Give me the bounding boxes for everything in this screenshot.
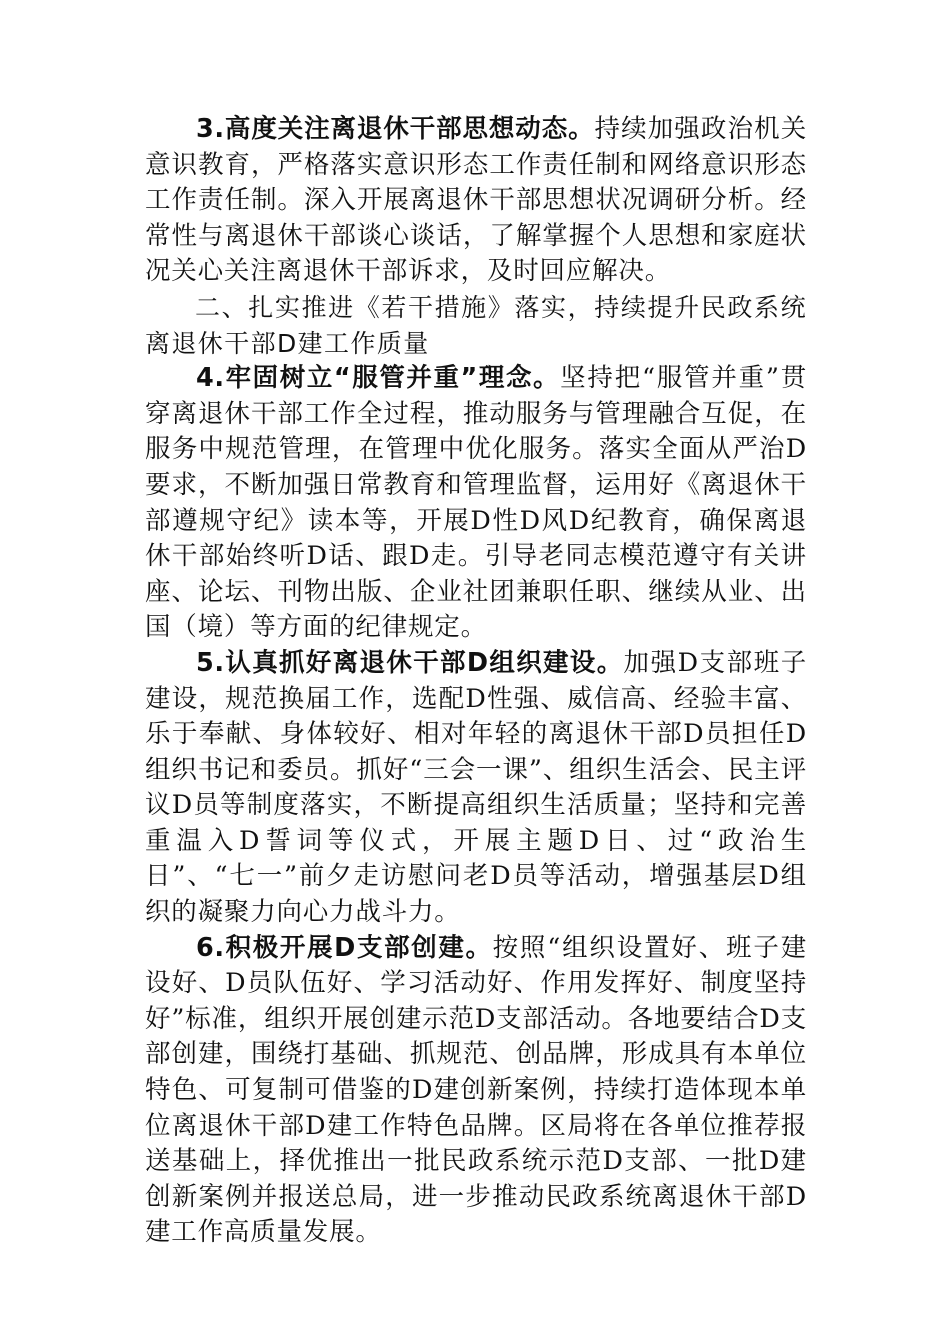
item-5-text: 加强D支部班子建设，规范换届工作，选配D性强、威信高、经验丰富、乐于奉献、身体较好、相对年轻的离退休干部D员担任D组织书记和委员。抓好“三会一课”、组织生活会、民主评议D员等制度落实，不断提高组织生活质量；坚持和完善重温入D誓词等仪式，开展主题D日、过“政治生日”、“七一”前夕走访慰问老D员等活动，增强基层D组织的凝聚力向心力战斗力。 [145,647,807,928]
paragraph-item-6 [145,931,807,1251]
paragraph-item-4 [145,361,807,646]
item-3-title: 3.高度关注离退休干部思想动态。 [196,114,595,144]
item-3-text: 持续加强政治机关意识教育，严格落实意识形态工作责任制和网络意识形态工作责任制。深入开展离退休干部思想状况调研分析。经常性与离退休干部谈心谈话，了解掌握个人思想和家庭状况关心关注离退休干部诉求，及时回应解决。 [145,114,808,287]
item-6-text: 按照“组织设置好、班子建设好、D员队伍好、学习活动好、作用发挥好、制度坚持好”标准，组织开展创建示范D支部活动。各地要结合D支部创建，围绕打基础、抓规范、创品牌，形成具有本单位特色、可复制可借鉴的D建创新案例，持续打造体现本单位离退休干部D建工作特色品牌。区局将在各单位推荐报送基础上，择优推出一批民政系统示范D支部、一批D建创新案例并报送总局，进一步推动民政系统离退休干部D建工作高质量发展。 [145,932,807,1248]
item-5-title: 5.认真抓好离退休干部D组织建设。 [196,647,624,678]
item-4-title: 4.牢固树立“服管并重”理念。 [196,363,561,394]
document-body [145,112,807,1251]
paragraph-item-3 [145,112,807,290]
section-heading-2: 二、扎实推进《若干措施》落实，持续提升民政系统离退休干部D建工作质量 [145,292,807,358]
item-4-text: 坚持把“服管并重”贯穿离退休干部工作全过程，推动服务与管理融合互促，在服务中规范管理，在管理中优化服务。落实全面从严治D要求，不断加强日常教育和管理监督，运用好《离退休干部遵规守纪》读本等，开展D性D风D纪教育，确保离退休干部始终听D话、跟D走。引导老同志模范遵守有关讲座、论坛、刊物出版、企业社团兼职任职、继续从业、出国（境）等方面的纪律规定。 [145,363,808,643]
paragraph-item-5 [145,646,807,931]
item-6-title: 6.积极开展D支部创建。 [196,932,493,963]
